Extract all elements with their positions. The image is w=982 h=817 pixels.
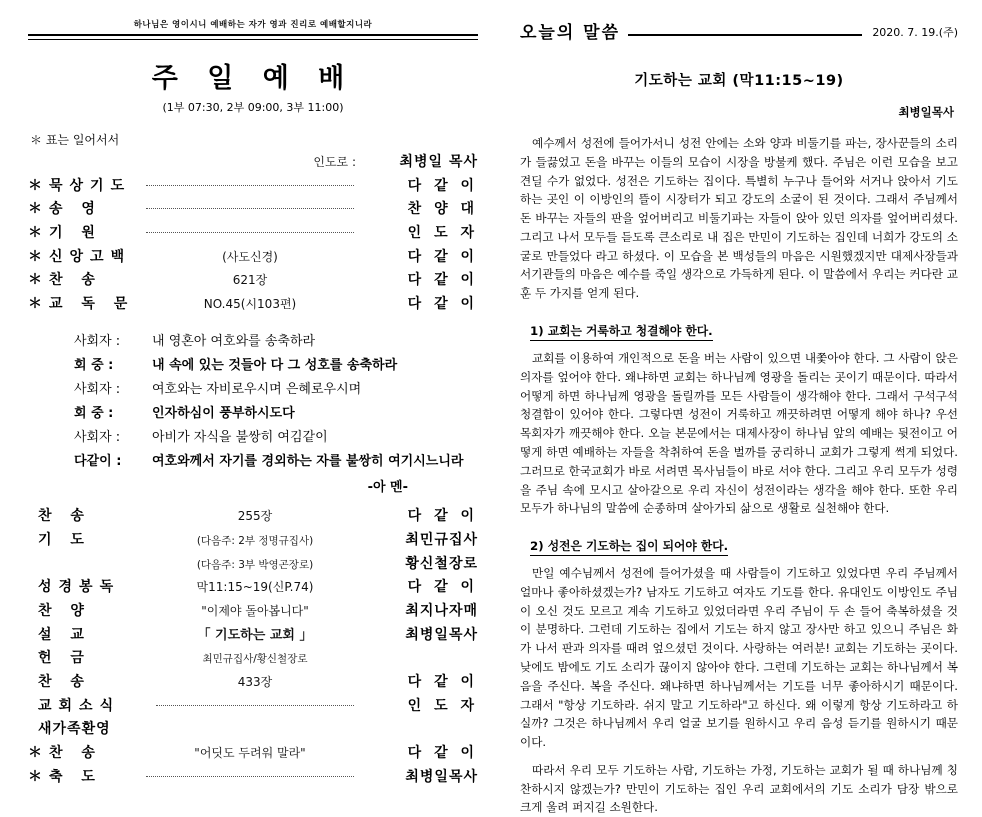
responsive-speaker: 회 중 : [74, 357, 114, 373]
order-label: ＊찬 송 [28, 272, 102, 289]
order-detail: (다음주: 3부 박영곤장로) [196, 558, 314, 571]
order-row [28, 554, 478, 576]
order-value: 다 같 이 [407, 248, 478, 265]
order-label: 찬 송 [38, 508, 91, 525]
order-value: 최병일목사 [405, 626, 478, 643]
order-value: 다 같 이 [407, 745, 478, 762]
order-label: 성경봉독 [38, 579, 121, 596]
dot-leader [146, 222, 354, 233]
order-label: 설 교 [38, 626, 91, 643]
leader-label: 인도로 : [313, 155, 356, 169]
sermon-intro-paragraph: 예수께서 성전에 들어가서니 성전 안에는 소와 양과 비둘기를 파는, 장사꾼들의 소리가 들끓었고 돈을 바꾸는 이들의 모습이 시장을 방불케 했다. 주님은 이런 모습을 보고 견딜 수가 없었다. 성전은 기도하는 집이다. 특별히 누구나 들어와 서거나 앉아서 기도하는 곳인 이 이방인의 뜰이 시장터가 되고 강도의 소굴이 된 것이다. 그래서 주님께서 돈 바꾸는 자들의 판을 엎어버리고 비둘기파는 자들이 앉아 있던 의자를 엎어버리셨다. 그리고 나서 모두들 듣도록 큰소리로 내 집은 만민이 기도하는 집인데 너희가 강도의 소굴로 만들었다 라고 하셨다. 이 모습을 본 백성들의 마음은 시원했겠지만 대제사장들과 서기관들의 마음은 예수를 죽일 생각으로 가득하게 된다. 이 말씀에서 우리는 커다란 교훈 두 가지를 얻게 된다. [520, 136, 958, 301]
responsive-text: 여호와는 자비로우시며 은혜로우시며 [152, 381, 362, 397]
order-row [28, 648, 478, 670]
order-row [28, 530, 478, 552]
order-label: ＊송 영 [28, 201, 102, 218]
order-detail: 255장 [237, 509, 273, 524]
order-value: 황신철장로 [405, 555, 478, 572]
sermon-paragraph-2: 만일 예수님께서 성전에 들어가셨을 때 사람들이 기도하고 있었다면 우리 주님께서 얼마나 좋아하셨겠는가? 남자도 기도하고 여자도 기도를 한다. 유대인도 이방인도 주님이 오신 것도 모르고 계속 기도하고 있었더라면 우리 주님이 두 손 들어 축복하셨을 것이 분명하다. 그런데 기도하는 집에서 기도는 하지 않고 장사만 하고 있으니 주님은 화가 나서 판과 의자를 때려 엎으셨던 것이다. 사랑하는 여러분! 교회는 기도하는 곳이다. 낮에도 밤에도 기도 소리가 끊이지 않아야 한다. 그런데 기도하는 교회는 하나님께서 복음을 주신다. 복을 주신다. 왜냐하면 하나님께서는 기도를 너무 좋아하시기 때문이다. 그래서 "항상 기도하라. 쉬지 말고 기도하라"고 하신다. 왜 이렇게 항상 기도하라고 하실까? 그것은 하나님께서 우리 얼굴 보기를 원하시고 우리 음성 듣기를 원하시기 때문이다. [520, 566, 958, 750]
leader-row [28, 152, 478, 174]
order-value: 최지나자매 [405, 602, 478, 619]
order-detail: 「 기도하는 교회 」 [197, 627, 313, 643]
sermon-preacher: 최병일목사 [898, 105, 954, 119]
order-of-service-column [0, 0, 500, 785]
dot-leader [146, 175, 354, 186]
order-detail: 433장 [237, 674, 273, 689]
responsive-line [74, 378, 478, 402]
order-row [28, 601, 478, 623]
order-value: 인 도 자 [407, 697, 478, 714]
responsive-speaker: 사회자 : [74, 381, 121, 397]
scripture-banner: 하나님은 영이시니 예배하는 자가 영과 진리로 예배할지니라 [133, 20, 373, 30]
dot-leader [156, 695, 354, 706]
order-label: ＊기 원 [28, 225, 102, 242]
service-date: 2020. 7. 19.(주) [872, 26, 958, 39]
order-row [28, 696, 478, 718]
responsive-line [74, 450, 478, 474]
order-value: 인 도 자 [407, 225, 478, 242]
responsive-line [74, 330, 478, 354]
order-value: 다 같 이 [407, 579, 478, 596]
service-title: 주 일 예 배 [151, 63, 355, 94]
order-value: 다 같 이 [407, 272, 478, 289]
order-detail: "어딧도 두려워 말라" [194, 746, 306, 761]
order-row [28, 294, 478, 316]
responsive-line [74, 402, 478, 426]
order-row [28, 270, 478, 292]
leader-name: 최병일 목사 [399, 154, 478, 170]
order-row [28, 223, 478, 245]
sermon-column [502, 0, 982, 815]
responsive-speaker: 회 중 : [74, 405, 114, 421]
order-value: 다 같 이 [407, 673, 478, 690]
responsive-text: 내 속에 있는 것들아 다 그 성호를 송축하라 [152, 357, 398, 373]
amen-text: -아 멘- [367, 480, 408, 496]
responsive-speaker: 다같이 : [74, 454, 122, 470]
responsive-reading [28, 330, 478, 500]
standing-note: ＊ 표는 일어서서 [30, 133, 120, 147]
order-value: 다 같 이 [407, 508, 478, 525]
responsive-text: 여호와께서 자기를 경외하는 자를 불쌍히 여기시느니라 [152, 454, 464, 470]
sermon-point-2-wrap [520, 527, 958, 562]
order-detail: (사도신경) [222, 249, 278, 264]
order-row [28, 577, 478, 599]
sermon-header-title: 오늘의 말씀 [520, 23, 621, 43]
order-detail: NO.45(시103편) [203, 297, 297, 312]
order-row [28, 199, 478, 221]
responsive-text: 아비가 자식을 불쌍히 여김같이 [152, 430, 328, 445]
dot-leader [146, 198, 354, 209]
order-label: ＊찬 송 [28, 745, 102, 762]
order-detail: 621장 [232, 273, 268, 288]
order-label: 교회소식 [38, 697, 121, 714]
order-value: 찬 양 대 [407, 201, 478, 218]
order-value: 최민규집사 [405, 531, 478, 548]
order-value: 다 같 이 [407, 296, 478, 313]
sermon-paragraph-3: 따라서 우리 모두 기도하는 사람, 기도하는 가정, 기도하는 교회가 될 때 하나님께 칭찬하시지 않겠는가? 만민이 기도하는 집인 우리 교회에서의 기도 소리가 담장 밖으로 크게 울려 퍼지길 소원한다. [520, 762, 958, 815]
sermon-header [520, 18, 958, 43]
order-label: 기 도 [38, 531, 91, 548]
order-label: ＊교 독 문 [28, 296, 135, 313]
header-rule [628, 33, 862, 36]
order-row [28, 672, 478, 694]
sermon-point-1-wrap [520, 312, 958, 347]
order-label: 새가족환영 [38, 721, 111, 738]
order-detail: 최민규집사/황신철장로 [202, 653, 308, 666]
header-divider [28, 34, 478, 40]
responsive-speaker: 사회자 : [74, 333, 121, 349]
sermon-paragraph-1: 교회를 이용하여 개인적으로 돈을 버는 사람이 있으면 내쫓아야 한다. 그 사람이 앉은 의자를 엎어야 한다. 왜냐하면 교회는 하나님께 영광을 돌리는 곳이기 때문이다. 따라서 어떻게 하면 하나님께 영광을 돌릴까를 모든 사람들이 생각해야 한다. 그래서 구석구석 청결함이 있어야 한다. 그렇다면 성전이 거룩하고 깨끗하려면 어떻게 해야 하나? 우선 목회자가 깨끗해야 한다. 오늘 본문에서는 대제사장이 하나님 앞의 예배는 뒷전이고 어떻게 하면 예배하는 자들을 착취하여 돈을 벌까를 궁리하니 교회가 그렇게 썩게 되었다. 그러므로 한국교회가 바로 서려면 목사님들이 바로 서야 한다. 그리고 우리 모두가 성령을 주님 속에 모시고 살아갈으로 우리 자신이 성전이라는 생각을 해야 한다. 또한 우리 모두가 하나님의 말씀에 순종하며 살아가되 삶으로 생활로 실천해야 한다. [520, 351, 958, 516]
order-row [28, 625, 478, 647]
sermon-title: 기도하는 교회 (막11:15~19) [634, 73, 844, 89]
order-detail: 막11:15~19(신P.74) [196, 580, 314, 595]
order-row [28, 767, 478, 789]
order-value: 최병일목사 [405, 768, 478, 785]
order-row [28, 743, 478, 765]
order-row [28, 506, 478, 528]
order-label: 찬 양 [38, 602, 91, 619]
order-label: 헌 금 [38, 650, 91, 667]
responsive-speaker: 사회자 : [74, 430, 121, 445]
dot-leader [146, 766, 354, 777]
order-row [28, 176, 478, 198]
responsive-text: 인자하심이 풍부하시도다 [152, 405, 295, 421]
order-row [28, 247, 478, 269]
order-label: 찬 송 [38, 673, 91, 690]
responsive-line [74, 426, 478, 450]
order-value: 다 같 이 [407, 177, 478, 194]
responsive-text: 내 영혼아 여호와를 송축하라 [152, 333, 316, 349]
order-label: ＊묵상기도 [28, 177, 132, 194]
order-row [28, 719, 478, 741]
order-label: ＊신앙고백 [28, 248, 132, 265]
order-detail: "이제야 돌아봅니다" [201, 603, 309, 618]
sermon-point-2: 2) 성전은 기도하는 집이 되어야 한다. [530, 537, 728, 556]
responsive-line [74, 354, 478, 378]
sermon-point-1: 1) 교회는 거룩하고 청결해야 한다. [530, 322, 713, 341]
order-label: ＊축 도 [28, 768, 102, 785]
service-times: (1부 07:30, 2부 09:00, 3부 11:00) [162, 101, 344, 114]
order-detail: (다음주: 2부 정명규집사) [196, 534, 314, 547]
